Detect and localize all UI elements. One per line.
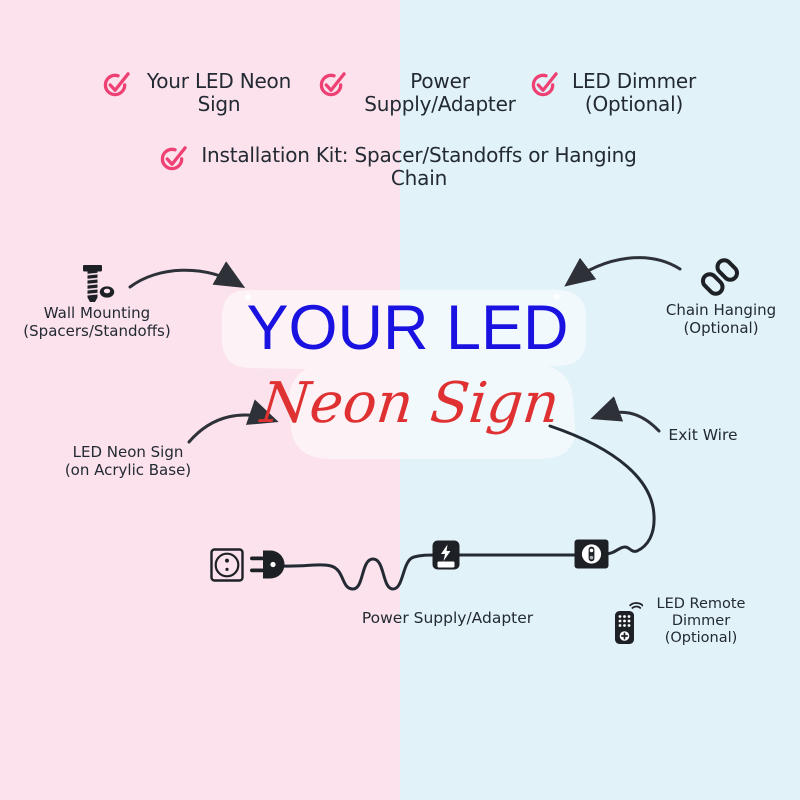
included-item-label: Installation Kit: Spacer/Standoffs or Hanging Chain bbox=[201, 143, 637, 190]
chain-hanging-label: Chain Hanging (Optional) bbox=[665, 301, 777, 337]
included-item-label: Your LED Neon Sign bbox=[146, 69, 292, 116]
wall-mounting-label: Wall Mounting (Spacers/Standoffs) bbox=[23, 304, 171, 340]
sign-title-text: YOUR LED bbox=[246, 293, 569, 363]
screw-standoff-icon bbox=[76, 258, 120, 304]
sign-subtitle-script-text: Neon Sign bbox=[257, 371, 563, 436]
power-supply-label: Power Supply/Adapter bbox=[361, 609, 534, 627]
arrow-exit-wire bbox=[596, 412, 659, 431]
exit-wire-label: Exit Wire bbox=[668, 426, 738, 444]
remote-dimmer-label: LED Remote Dimmer (Optional) bbox=[656, 596, 746, 646]
included-item-label: Power Supply/Adapter bbox=[364, 69, 516, 116]
led-neon-sign-label: LED Neon Sign (on Acrylic Base) bbox=[64, 443, 192, 479]
remote-control-icon bbox=[613, 598, 643, 645]
arrow-wall-mounting bbox=[130, 270, 240, 287]
included-item-label: LED Dimmer (Optional) bbox=[572, 69, 696, 116]
power-cord-wire bbox=[282, 555, 436, 589]
inline-dimmer-icon bbox=[574, 539, 609, 569]
chain-link-icon bbox=[698, 255, 742, 299]
wall-outlet-icon bbox=[210, 548, 244, 582]
power-plug-icon bbox=[250, 548, 288, 584]
power-adapter-icon bbox=[432, 540, 460, 570]
arrow-chain-hanging bbox=[569, 258, 680, 283]
